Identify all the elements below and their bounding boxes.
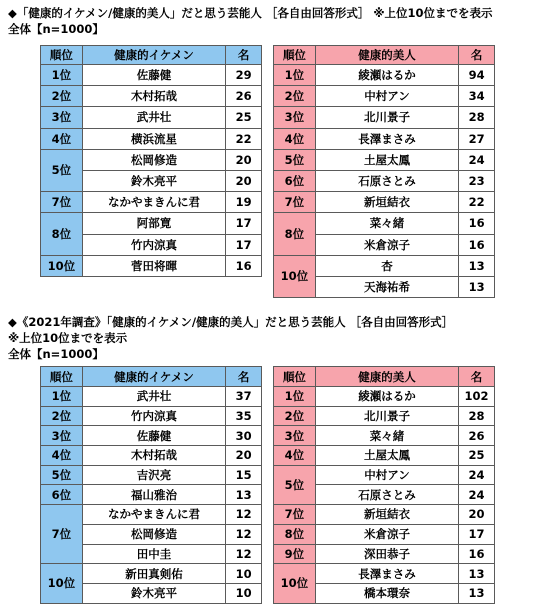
count-cell: 30 [226,426,262,446]
header-count: 名 [226,46,262,65]
table-row [274,65,495,86]
table-header-row [41,367,262,387]
table-header-row [274,367,495,387]
rank-cell: 10位 [274,255,316,297]
table-row [274,524,495,544]
count-cell: 25 [226,107,262,128]
name-cell: 吉沢亮 [82,465,225,485]
name-cell: 土屋太鳳 [315,446,458,466]
table-row [41,255,262,276]
rank-cell: 1位 [41,65,83,86]
table-row [274,426,495,446]
count-cell: 24 [459,149,495,170]
count-cell: 19 [226,192,262,213]
name-cell: 北川景子 [315,107,458,128]
rank-cell: 7位 [41,505,83,564]
rank-cell: 5位 [274,149,316,170]
count-cell: 25 [459,446,495,466]
name-cell: 松岡修造 [82,149,225,170]
name-cell: 石原さとみ [315,170,458,191]
table-row [41,192,262,213]
rank-cell: 1位 [41,387,83,407]
table-bijin-current [273,45,495,298]
table-ikemen-2021 [40,366,262,604]
count-cell: 20 [226,170,262,191]
count-cell: 10 [226,564,262,584]
rank-cell: 4位 [274,128,316,149]
rank-cell: 5位 [274,465,316,504]
name-cell: 松岡修造 [82,524,225,544]
name-cell: 天海祐希 [315,276,458,297]
table-row [274,170,495,191]
count-cell: 13 [226,485,262,505]
count-cell: 16 [459,213,495,234]
name-cell: 北川景子 [315,406,458,426]
name-cell: なかやまきんに君 [82,505,225,525]
name-cell: 長澤まさみ [315,128,458,149]
table-header-row [41,46,262,65]
rank-cell: 9位 [274,544,316,564]
table-row [274,505,495,525]
rank-cell: 5位 [41,465,83,485]
section1-base: 全体【n=1000】 [8,22,104,36]
name-cell: 木村拓哉 [82,86,225,107]
name-cell: 土屋太鳳 [315,149,458,170]
table-ikemen-current [40,45,262,277]
rank-cell: 3位 [41,426,83,446]
count-cell: 102 [459,387,495,407]
name-cell: 阿部寛 [82,213,225,234]
name-cell: 新田真剣佑 [82,564,225,584]
rank-cell: 7位 [41,192,83,213]
rank-cell: 6位 [274,170,316,191]
count-cell: 23 [459,170,495,191]
header-name: 健康的イケメン [82,367,225,387]
table-row [274,544,495,564]
count-cell: 16 [459,544,495,564]
table-row [41,465,262,485]
section2-base: 全体【n=1000】 [8,347,104,361]
count-cell: 13 [459,276,495,297]
rank-cell: 2位 [274,406,316,426]
name-cell: 鈴木亮平 [82,583,225,603]
count-cell: 17 [226,213,262,234]
rank-cell: 7位 [274,192,316,213]
table-row [274,564,495,584]
count-cell: 12 [226,505,262,525]
name-cell: 武井壮 [82,107,225,128]
count-cell: 24 [459,465,495,485]
count-cell: 22 [459,192,495,213]
header-rank: 順位 [274,46,316,65]
name-cell: 中村アン [315,465,458,485]
table-row [41,387,262,407]
table-row [274,387,495,407]
name-cell: 横浜流星 [82,128,225,149]
rank-cell: 2位 [274,86,316,107]
rank-cell: 10位 [41,255,83,276]
count-cell: 26 [459,426,495,446]
name-cell: 福山雅治 [82,485,225,505]
count-cell: 24 [459,485,495,505]
count-cell: 20 [226,446,262,466]
name-cell: 佐藤健 [82,426,225,446]
header-count: 名 [459,367,495,387]
count-cell: 15 [226,465,262,485]
name-cell: 長澤まさみ [315,564,458,584]
name-cell: 竹内涼真 [82,406,225,426]
rank-cell: 10位 [274,564,316,603]
name-cell: 木村拓哉 [82,446,225,466]
count-cell: 20 [226,149,262,170]
count-cell: 16 [226,255,262,276]
name-cell: 石原さとみ [315,485,458,505]
table-row [41,213,262,234]
count-cell: 37 [226,387,262,407]
header-count: 名 [226,367,262,387]
rank-cell: 6位 [41,485,83,505]
rank-cell: 3位 [41,107,83,128]
count-cell: 34 [459,86,495,107]
rank-cell: 2位 [41,406,83,426]
name-cell: 菜々緒 [315,213,458,234]
rank-cell: 8位 [274,524,316,544]
count-cell: 13 [459,564,495,584]
count-cell: 28 [459,107,495,128]
rank-cell: 1位 [274,387,316,407]
count-cell: 26 [226,86,262,107]
count-cell: 12 [226,524,262,544]
header-count: 名 [459,46,495,65]
table-row [274,128,495,149]
table-row [41,86,262,107]
header-rank: 順位 [274,367,316,387]
count-cell: 35 [226,406,262,426]
name-cell: 橋本環奈 [315,583,458,603]
table-row [41,128,262,149]
rank-cell: 8位 [41,213,83,255]
table-row [41,564,262,584]
rank-cell: 1位 [274,65,316,86]
name-cell: 杏 [315,255,458,276]
count-cell: 13 [459,255,495,276]
rank-cell: 5位 [41,149,83,191]
section2-title: ◆《2021年調査》「健康的イケメン/健康的美人」だと思う芸能人 ［各自由回答形式］ [8,315,454,329]
rank-cell: 10位 [41,564,83,603]
count-cell: 13 [459,583,495,603]
rank-cell: 3位 [274,426,316,446]
name-cell: 武井壮 [82,387,225,407]
table-row [274,255,495,276]
table-row [274,149,495,170]
name-cell: 新垣結衣 [315,192,458,213]
table-row [41,65,262,86]
name-cell: 菜々緒 [315,426,458,446]
name-cell: 米倉涼子 [315,234,458,255]
table-row [274,213,495,234]
name-cell: 綾瀬はるか [315,65,458,86]
table-row [41,446,262,466]
count-cell: 20 [459,505,495,525]
count-cell: 29 [226,65,262,86]
name-cell: 新垣結衣 [315,505,458,525]
section1-title: ◆「健康的イケメン/健康的美人」だと思う芸能人 ［各自由回答形式］ ※上位10位までを表示 [8,6,493,20]
header-name: 健康的美人 [315,367,458,387]
count-cell: 17 [226,234,262,255]
table-row [41,406,262,426]
name-cell: 綾瀬はるか [315,387,458,407]
name-cell: なかやまきんに君 [82,192,225,213]
table-row [41,505,262,525]
rank-cell: 7位 [274,505,316,525]
table-row [274,406,495,426]
table-row [274,86,495,107]
name-cell: 鈴木亮平 [82,170,225,191]
header-name: 健康的美人 [315,46,458,65]
name-cell: 佐藤健 [82,65,225,86]
rank-cell: 4位 [274,446,316,466]
name-cell: 田中圭 [82,544,225,564]
count-cell: 28 [459,406,495,426]
rank-cell: 8位 [274,213,316,255]
table-row [274,446,495,466]
rank-cell: 4位 [41,128,83,149]
rank-cell: 2位 [41,86,83,107]
rank-cell: 4位 [41,446,83,466]
count-cell: 17 [459,524,495,544]
name-cell: 竹内涼真 [82,234,225,255]
header-rank: 順位 [41,367,83,387]
name-cell: 中村アン [315,86,458,107]
table-row [41,149,262,170]
name-cell: 菅田将暉 [82,255,225,276]
table-row [41,426,262,446]
table-row [274,465,495,485]
table-header-row [274,46,495,65]
name-cell: 深田恭子 [315,544,458,564]
table-bijin-2021 [273,366,495,604]
count-cell: 10 [226,583,262,603]
count-cell: 22 [226,128,262,149]
table-row [41,107,262,128]
name-cell: 米倉涼子 [315,524,458,544]
section2-note: ※上位10位までを表示 [8,331,128,345]
count-cell: 12 [226,544,262,564]
count-cell: 27 [459,128,495,149]
header-name: 健康的イケメン [82,46,225,65]
table-row [41,485,262,505]
table-row [274,107,495,128]
count-cell: 94 [459,65,495,86]
header-rank: 順位 [41,46,83,65]
table-row [274,192,495,213]
rank-cell: 3位 [274,107,316,128]
count-cell: 16 [459,234,495,255]
